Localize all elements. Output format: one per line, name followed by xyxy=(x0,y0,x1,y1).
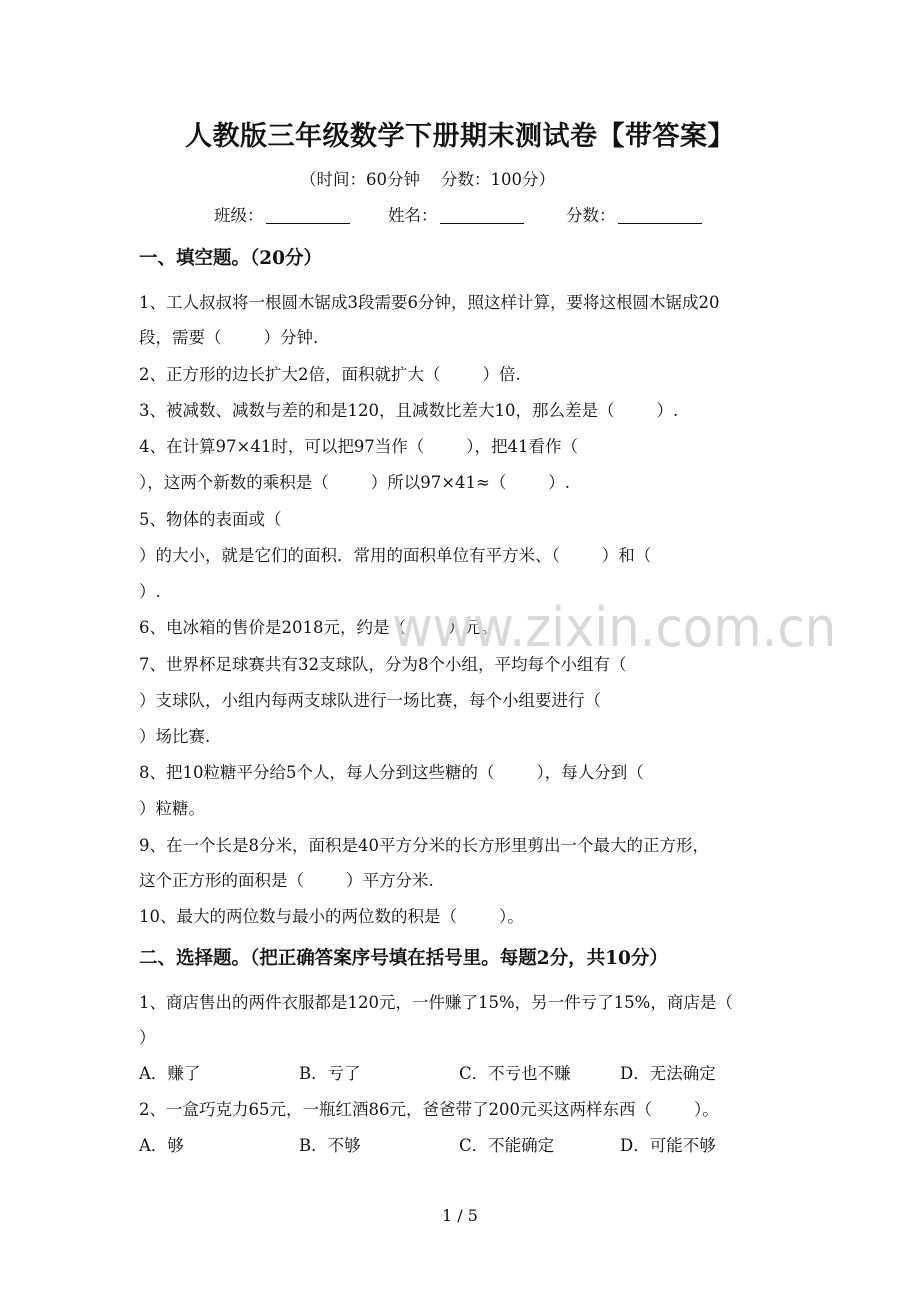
option-a[interactable]: A．赚了 xyxy=(139,1064,201,1083)
question-line: ）粒糖。 xyxy=(139,799,205,818)
class-blank[interactable] xyxy=(266,223,350,224)
score-label: 分数： xyxy=(566,206,616,225)
option-b[interactable]: B．不够 xyxy=(299,1136,361,1155)
question-line: 6、电冰箱的售价是2018元，约是（ ）元。 xyxy=(139,618,498,637)
question-line: 4、在计算97×41时，可以把97当作（ ），把41看作（ xyxy=(139,437,579,456)
option-d[interactable]: D．可能不够 xyxy=(620,1136,716,1155)
question-line: ）. xyxy=(139,582,161,601)
option-c[interactable]: C．不能确定 xyxy=(459,1136,555,1155)
question-line: ）支球队，小组内每两支球队进行一场比赛，每个小组要进行（ xyxy=(139,691,601,710)
question-line: 2、一盒巧克力65元，一瓶红酒86元，爸爸带了200元买这两样东西（ ）。 xyxy=(139,1100,719,1119)
exam-subtitle: （时间：60分钟 分数：100分） xyxy=(300,170,555,189)
name-label: 姓名： xyxy=(388,206,438,225)
question-line: 5、物体的表面或（ xyxy=(139,510,282,529)
question-line: ）的大小，就是它们的面积．常用的面积单位有平方米、（ ）和（ xyxy=(139,546,652,565)
exam-title: 人教版三年级数学下册期末测试卷【带答案】 xyxy=(185,121,735,152)
score-blank[interactable] xyxy=(618,223,702,224)
option-a[interactable]: A．够 xyxy=(139,1136,184,1155)
name-field xyxy=(388,202,524,226)
option-b[interactable]: B．亏了 xyxy=(299,1064,361,1083)
question-line: ）场比赛. xyxy=(139,727,211,746)
watermark: www.zixin.com.cn xyxy=(392,596,837,659)
question-line: 8、把10粒糖平分给5个人，每人分到这些糖的（ ），每人分到（ xyxy=(139,763,644,782)
question-line: ），这两个新数的乘积是（ ）所以97×41≈（ ）. xyxy=(139,473,571,492)
question-line: 1、工人叔叔将一根圆木锯成3段需要6分钟，照这样计算，要将这根圆木锯成20 xyxy=(139,293,720,312)
option-d[interactable]: D．无法确定 xyxy=(620,1064,716,1083)
section1-heading: 一、填空题。（20分） xyxy=(139,248,322,269)
question-line: 1、商店售出的两件衣服都是120元，一件赚了15%，另一件亏了15%，商店是（ xyxy=(139,993,733,1012)
class-field xyxy=(214,202,350,226)
page-number: 1 / 5 xyxy=(442,1206,478,1225)
section2-heading: 二、选择题。（把正确答案序号填在括号里。每题2分，共10分） xyxy=(139,948,668,969)
class-label: 班级： xyxy=(214,206,264,225)
question-line: 这个正方形的面积是（ ）平方分米. xyxy=(139,871,434,890)
score-field xyxy=(566,202,702,226)
question-line: 3、被减数、减数与差的和是120，且减数比差大10，那么差是（ ）. xyxy=(139,401,679,420)
question-line: 9、在一个长是8分米，面积是40平方分米的长方形里剪出一个最大的正方形， xyxy=(139,836,709,855)
option-c[interactable]: C．不亏也不赚 xyxy=(459,1064,571,1083)
question-line: 段，需要（ ）分钟. xyxy=(139,328,319,347)
question-line: 10、最大的两位数与最小的两位数的积是（ ）。 xyxy=(139,907,524,926)
question-line: 7、世界杯足球赛共有32支球队，分为8个小组，平均每个小组有（ xyxy=(139,655,627,674)
question-line: ） xyxy=(139,1028,156,1047)
name-blank[interactable] xyxy=(440,223,524,224)
question-line: 2、正方形的边长扩大2倍，面积就扩大（ ）倍. xyxy=(139,365,521,384)
